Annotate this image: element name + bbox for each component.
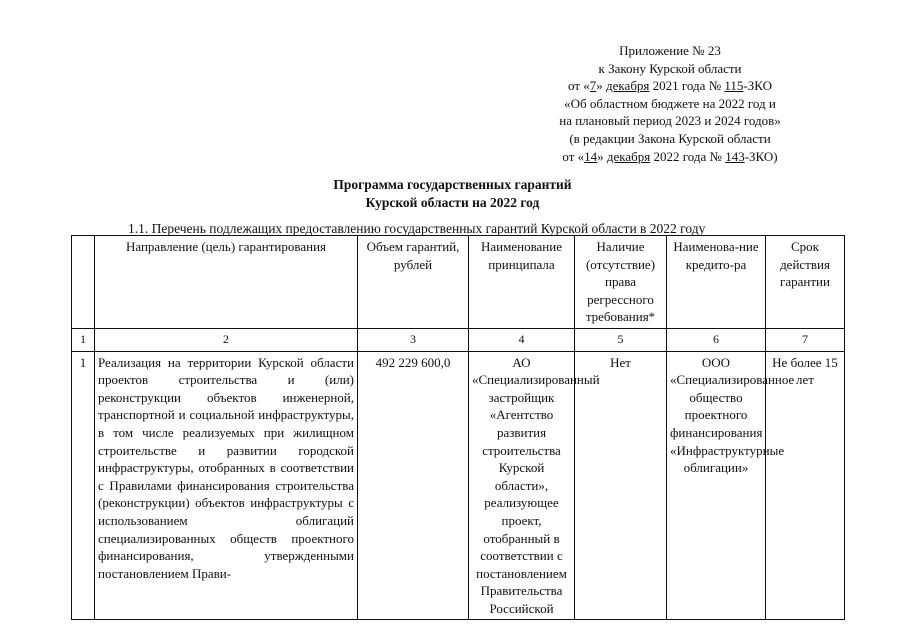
column-number: 6 — [667, 328, 766, 351]
annex-line-3: от «7» декабря 2021 года № 115-ЗКО — [568, 78, 772, 94]
column-number: 1 — [72, 328, 95, 351]
column-number: 5 — [575, 328, 667, 351]
header-cell-creditor: Наименова-ние кредито-ра — [667, 236, 766, 329]
guarantees-table — [71, 235, 845, 620]
annex-line-4: «Об областном бюджете на 2022 год и — [564, 95, 776, 111]
annex-line-6: (в редакции Закона Курской области — [569, 130, 771, 146]
column-number-row — [72, 328, 845, 351]
row-term: Не более 15 лет — [766, 351, 845, 620]
header-cell-principal: Наименование принципала — [469, 236, 575, 329]
header-cell-no — [72, 236, 95, 329]
table-caption: 1.1. Перечень подлежащих предоставлению государственных гарантий Курской области в 2022 году — [128, 221, 706, 236]
row-creditor: ООО «Специализированное общество проектного финансирования «Инфраструктурные облигации» — [667, 351, 766, 620]
row-recourse: Нет — [575, 351, 667, 620]
column-number: 2 — [95, 328, 358, 351]
annex-block — [520, 42, 820, 165]
table-header-row — [72, 236, 845, 329]
row-purpose: Реализация на территории Курской области проектов строительства и (или) реконструкции объектов инженерной, транспортной и социальной инфраструктуры, в том числе реализуемых при жилищном строительстве и развитии городской инфраструктуры, отобранных в соответствии с Правилами финансирования строительства (реконструкции) объектов инфраструктуры с использованием облигаций специализированных обществ проектного финансирования, утвержденными постановлением Прави- — [95, 351, 358, 620]
column-number: 4 — [469, 328, 575, 351]
row-amount: 492 229 600,0 — [358, 351, 469, 620]
table-row — [72, 351, 845, 620]
header-cell-amount: Объем гарантий, рублей — [358, 236, 469, 329]
annex-line-7: от «14» декабря 2022 года № 143-ЗКО) — [562, 148, 778, 164]
annex-line-5: на плановый период 2023 и 2024 годов» — [559, 113, 781, 129]
annex-line-2: к Закону Курской области — [598, 60, 742, 76]
header-cell-purpose: Направление (цель) гарантирования — [95, 236, 358, 329]
row-number: 1 — [72, 351, 95, 620]
column-number: 7 — [766, 328, 845, 351]
header-cell-recourse: Наличие (отсутствие) права регрессного требования* — [575, 236, 667, 329]
column-number: 3 — [358, 328, 469, 351]
document-title-line-2: Курской области на 2022 год — [365, 195, 540, 210]
header-cell-term: Срок действия гарантии — [766, 236, 845, 329]
document-title-line-1: Программа государственных гарантий — [333, 177, 572, 192]
annex-line-1: Приложение № 23 — [619, 43, 721, 58]
row-principal: АО «Специализированный застройщик «Агентство развития строительства Курской области», реализующее проект, отобранный в соответствии с постановлением Правительства Российской — [469, 351, 575, 620]
